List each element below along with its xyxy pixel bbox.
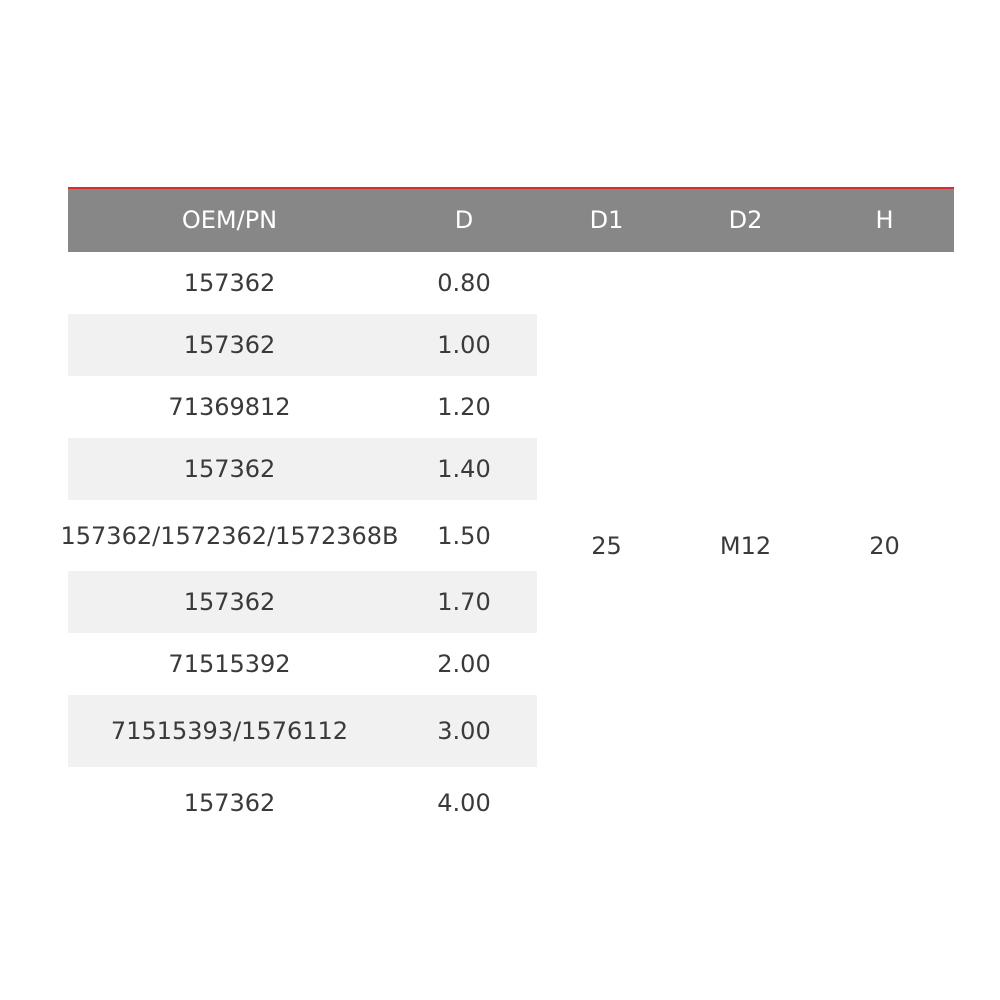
table-body xyxy=(60,252,954,839)
cell-d: 1.70 xyxy=(391,571,537,633)
cell-d: 2.00 xyxy=(437,650,491,678)
cell-d: 0.80 xyxy=(437,269,491,297)
cell-d: 3.00 xyxy=(391,695,537,767)
cell-oem-pn: 157362 xyxy=(68,438,391,500)
cell-d: 1.40 xyxy=(391,438,537,500)
header-oem-pn: OEM/PN xyxy=(181,206,278,234)
cell-oem-pn: 157362/1572362/1572368B xyxy=(60,521,399,550)
cell-d: 1.00 xyxy=(391,314,537,376)
cell-d: 1.50 xyxy=(437,521,491,550)
cell-oem-pn: 71515392 xyxy=(168,650,291,678)
cell-oem-pn: 71369812 xyxy=(168,393,291,421)
cell-oem-pn: 157362 xyxy=(68,314,391,376)
cell-h-merged: 20 xyxy=(869,531,900,560)
merged-shared-values xyxy=(537,252,954,839)
header-d2: D2 xyxy=(728,206,763,234)
header-d1: D1 xyxy=(589,206,624,234)
cell-oem-pn: 157362 xyxy=(183,789,276,817)
cell-d: 4.00 xyxy=(437,789,491,817)
header-d: D xyxy=(454,206,474,234)
cell-d1-merged: 25 xyxy=(591,531,622,560)
spec-table xyxy=(60,187,954,839)
table-header xyxy=(68,189,954,252)
cell-d: 1.20 xyxy=(437,393,491,421)
cell-oem-pn: 157362 xyxy=(68,571,391,633)
cell-oem-pn: 71515393/1576112 xyxy=(68,695,391,767)
header-h: H xyxy=(875,206,894,234)
cell-d2-merged: M12 xyxy=(719,531,772,560)
cell-oem-pn: 157362 xyxy=(183,269,276,297)
